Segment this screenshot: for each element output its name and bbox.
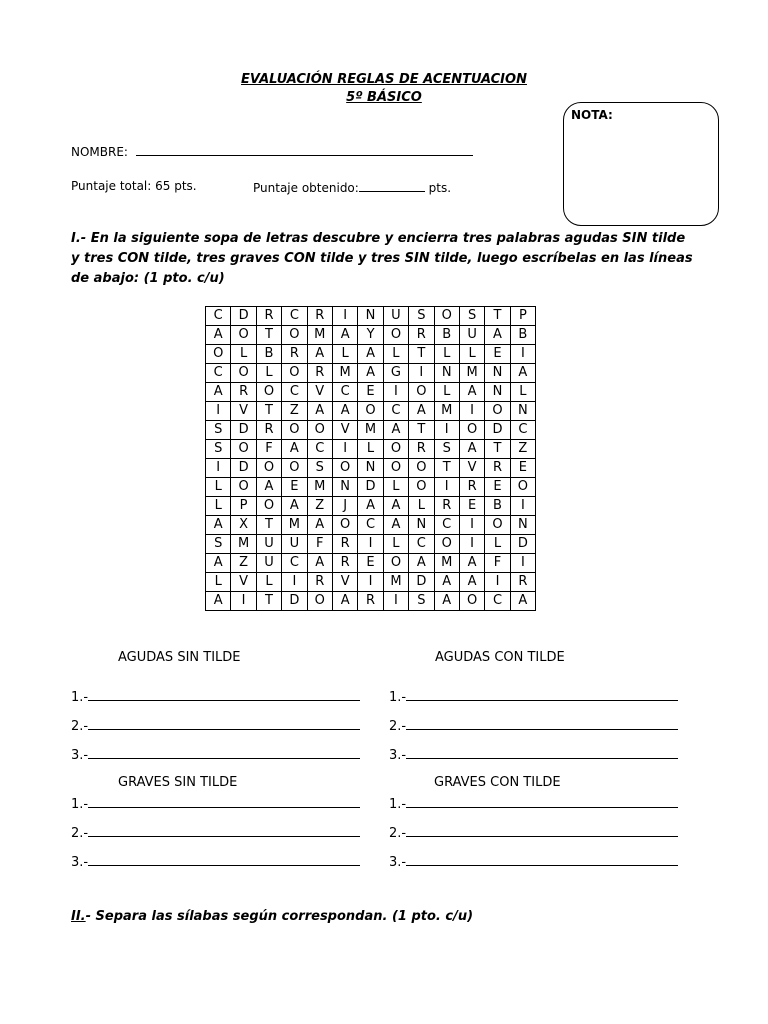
grid-cell[interactable]: V xyxy=(332,421,357,440)
section2-roman: II. xyxy=(71,909,86,924)
grid-cell[interactable]: R xyxy=(434,497,459,516)
grid-cell[interactable]: E xyxy=(485,345,510,364)
agudas-sin-line-3[interactable]: 3.- xyxy=(71,746,360,763)
agudas-con-line-2[interactable]: 2.- xyxy=(389,717,678,734)
grid-cell[interactable]: T xyxy=(485,307,510,326)
heading-agudas-con-tilde: AGUDAS CON TILDE xyxy=(435,650,565,665)
grid-cell[interactable]: L xyxy=(256,364,281,383)
grid-cell[interactable]: R xyxy=(282,345,307,364)
grid-cell[interactable]: V xyxy=(231,402,256,421)
grid-cell[interactable]: I xyxy=(206,459,231,478)
grid-cell[interactable]: O xyxy=(383,459,408,478)
grid-cell[interactable]: U xyxy=(256,535,281,554)
grid-cell[interactable]: A xyxy=(459,573,484,592)
grid-cell[interactable]: L xyxy=(459,345,484,364)
grid-row xyxy=(206,326,536,345)
graves-sin-line-1[interactable]: 1.- xyxy=(71,795,360,812)
grid-cell[interactable]: O xyxy=(434,535,459,554)
grid-cell[interactable]: A xyxy=(409,554,434,573)
grid-cell[interactable]: P xyxy=(231,497,256,516)
grid-cell[interactable]: A xyxy=(434,573,459,592)
grid-cell[interactable]: N xyxy=(434,364,459,383)
grid-cell[interactable]: L xyxy=(231,345,256,364)
grid-cell[interactable]: I xyxy=(510,554,535,573)
heading-agudas-sin-tilde: AGUDAS SIN TILDE xyxy=(118,650,241,665)
grid-cell[interactable]: A xyxy=(307,554,332,573)
grid-cell[interactable]: A xyxy=(256,478,281,497)
grid-cell[interactable]: E xyxy=(358,383,383,402)
grid-cell[interactable]: B xyxy=(485,497,510,516)
grid-cell[interactable]: A xyxy=(459,554,484,573)
grid-cell[interactable]: D xyxy=(510,535,535,554)
grid-row xyxy=(206,516,536,535)
grid-cell[interactable]: C xyxy=(383,402,408,421)
grid-cell[interactable]: N xyxy=(358,307,383,326)
grid-cell[interactable]: O xyxy=(282,364,307,383)
grid-cell[interactable]: A xyxy=(358,345,383,364)
grid-cell[interactable]: R xyxy=(485,459,510,478)
grid-cell[interactable]: D xyxy=(358,478,383,497)
grid-cell[interactable]: S xyxy=(459,307,484,326)
grid-cell[interactable]: A xyxy=(383,497,408,516)
grid-cell[interactable]: E xyxy=(358,554,383,573)
grid-cell[interactable]: N xyxy=(485,383,510,402)
grid-cell[interactable]: O xyxy=(231,440,256,459)
grid-cell[interactable]: O xyxy=(510,478,535,497)
page-title: EVALUACIÓN REGLAS DE ACENTUACION xyxy=(241,72,527,87)
grid-cell[interactable]: A xyxy=(332,592,357,611)
grid-cell[interactable]: Z xyxy=(307,497,332,516)
grid-cell[interactable]: R xyxy=(307,307,332,326)
grid-cell[interactable]: M xyxy=(358,421,383,440)
grid-cell[interactable]: M xyxy=(434,554,459,573)
grid-cell[interactable]: A xyxy=(485,326,510,345)
grid-cell[interactable]: I xyxy=(383,383,408,402)
grid-cell[interactable]: C xyxy=(282,554,307,573)
grid-cell[interactable]: T xyxy=(409,345,434,364)
grid-cell[interactable]: E xyxy=(485,478,510,497)
nombre-blank[interactable] xyxy=(136,143,473,156)
grid-cell[interactable]: A xyxy=(307,402,332,421)
grid-cell[interactable]: O xyxy=(206,345,231,364)
grid-cell[interactable]: L xyxy=(383,478,408,497)
grid-cell[interactable]: T xyxy=(434,459,459,478)
grid-cell[interactable]: O xyxy=(485,402,510,421)
grid-cell[interactable]: V xyxy=(332,573,357,592)
grid-cell[interactable]: L xyxy=(485,535,510,554)
page-subtitle: 5º BÁSICO xyxy=(346,90,422,105)
nombre-row xyxy=(71,143,473,159)
agudas-con-line-1[interactable]: 1.- xyxy=(389,688,678,705)
grid-row xyxy=(206,402,536,421)
grid-cell[interactable]: O xyxy=(282,459,307,478)
graves-sin-line-3[interactable]: 3.- xyxy=(71,853,360,870)
grid-cell[interactable]: O xyxy=(409,478,434,497)
grid-cell[interactable]: O xyxy=(282,421,307,440)
grid-cell[interactable]: V xyxy=(307,383,332,402)
grid-row xyxy=(206,573,536,592)
grid-cell[interactable]: T xyxy=(256,326,281,345)
grid-cell[interactable]: S xyxy=(434,440,459,459)
grid-cell[interactable]: C xyxy=(282,307,307,326)
grid-row xyxy=(206,592,536,611)
grid-cell[interactable]: U xyxy=(256,554,281,573)
heading-graves-con-tilde: GRAVES CON TILDE xyxy=(434,775,561,790)
grid-cell[interactable]: U xyxy=(282,535,307,554)
grid-cell[interactable]: L xyxy=(256,573,281,592)
grid-cell[interactable]: I xyxy=(231,592,256,611)
grid-cell[interactable]: U xyxy=(459,326,484,345)
section1-instruction: I.- En la siguiente sopa de letras descubre y encierra tres palabras agudas SIN tilde y tres CON tilde, tres graves CON tilde y tres SIN tilde, luego escríbelas en las líneas de abajo: (1 pto. c/u) xyxy=(71,231,693,286)
grid-cell[interactable]: O xyxy=(332,516,357,535)
grid-cell[interactable]: O xyxy=(332,459,357,478)
grid-cell[interactable]: A xyxy=(206,554,231,573)
grid-row xyxy=(206,478,536,497)
grid-cell[interactable]: L xyxy=(358,440,383,459)
grid-cell[interactable]: D xyxy=(485,421,510,440)
grid-cell[interactable]: C xyxy=(485,592,510,611)
grid-cell[interactable]: R xyxy=(231,383,256,402)
grid-cell[interactable]: F xyxy=(485,554,510,573)
grid-cell[interactable]: M xyxy=(307,478,332,497)
grid-cell[interactable]: A xyxy=(434,592,459,611)
grid-cell[interactable]: R xyxy=(332,535,357,554)
grid-cell[interactable]: I xyxy=(459,402,484,421)
grid-cell[interactable]: L xyxy=(206,573,231,592)
grid-cell[interactable]: C xyxy=(510,421,535,440)
grid-cell[interactable]: R xyxy=(358,592,383,611)
heading-graves-sin-tilde: GRAVES SIN TILDE xyxy=(118,775,238,790)
grid-cell[interactable]: Z xyxy=(282,402,307,421)
grid-cell[interactable]: A xyxy=(332,326,357,345)
grid-cell[interactable]: T xyxy=(256,592,281,611)
grid-cell[interactable]: I xyxy=(510,497,535,516)
grid-row xyxy=(206,421,536,440)
grid-cell[interactable]: N xyxy=(485,364,510,383)
grid-cell[interactable]: I xyxy=(206,402,231,421)
agudas-con-line-3[interactable]: 3.- xyxy=(389,746,678,763)
grid-cell[interactable]: J xyxy=(332,497,357,516)
grid-cell[interactable]: S xyxy=(307,459,332,478)
grid-cell[interactable]: L xyxy=(434,383,459,402)
puntaje-obtenido-blank[interactable] xyxy=(359,179,425,192)
grid-cell[interactable]: V xyxy=(231,573,256,592)
grid-cell[interactable]: E xyxy=(459,497,484,516)
grid-cell[interactable]: I xyxy=(358,535,383,554)
grid-cell[interactable]: A xyxy=(307,345,332,364)
grid-cell[interactable]: L xyxy=(206,478,231,497)
grid-cell[interactable]: N xyxy=(409,516,434,535)
grid-cell[interactable]: T xyxy=(256,516,281,535)
grid-cell[interactable]: N xyxy=(358,459,383,478)
grid-cell[interactable]: L xyxy=(383,345,408,364)
graves-con-line-2[interactable]: 2.- xyxy=(389,824,678,841)
grid-cell[interactable]: L xyxy=(510,383,535,402)
grid-cell[interactable]: M xyxy=(282,516,307,535)
grid-cell[interactable]: O xyxy=(409,459,434,478)
grid-cell[interactable]: F xyxy=(256,440,281,459)
grid-cell[interactable]: O xyxy=(383,326,408,345)
grid-row xyxy=(206,554,536,573)
grid-cell[interactable]: V xyxy=(459,459,484,478)
grid-cell[interactable]: A xyxy=(358,497,383,516)
grid-cell[interactable]: S xyxy=(409,307,434,326)
grid-cell[interactable]: D xyxy=(409,573,434,592)
grid-cell[interactable]: A xyxy=(282,440,307,459)
grid-cell[interactable]: T xyxy=(409,421,434,440)
grid-cell[interactable]: R xyxy=(459,478,484,497)
grid-cell[interactable]: Z xyxy=(510,440,535,459)
grid-cell[interactable]: O xyxy=(256,383,281,402)
grid-cell[interactable]: E xyxy=(510,459,535,478)
grid-cell[interactable]: O xyxy=(383,554,408,573)
grid-cell[interactable]: O xyxy=(358,402,383,421)
grid-cell[interactable]: I xyxy=(383,592,408,611)
grid-cell[interactable]: R xyxy=(256,307,281,326)
grid-cell[interactable]: C xyxy=(409,535,434,554)
grid-cell[interactable]: A xyxy=(206,592,231,611)
nota-label: NOTA: xyxy=(571,108,613,122)
grid-cell[interactable]: R xyxy=(409,326,434,345)
grid-cell[interactable]: I xyxy=(485,573,510,592)
grid-cell[interactable]: B xyxy=(256,345,281,364)
grid-cell[interactable]: A xyxy=(510,364,535,383)
grid-cell[interactable]: F xyxy=(307,535,332,554)
grid-cell[interactable]: O xyxy=(307,421,332,440)
grid-cell[interactable]: D xyxy=(231,421,256,440)
grid-row xyxy=(206,307,536,326)
grid-row xyxy=(206,535,536,554)
grid-cell[interactable]: O xyxy=(231,364,256,383)
grid-cell[interactable]: G xyxy=(383,364,408,383)
grid-cell[interactable]: O xyxy=(282,326,307,345)
grid-cell[interactable]: A xyxy=(206,383,231,402)
grid-cell[interactable]: M xyxy=(383,573,408,592)
grid-cell[interactable]: T xyxy=(485,440,510,459)
grid-cell[interactable]: S xyxy=(206,421,231,440)
grid-cell[interactable]: O xyxy=(409,383,434,402)
grid-row xyxy=(206,345,536,364)
grid-cell[interactable]: I xyxy=(358,573,383,592)
grid-cell[interactable]: U xyxy=(383,307,408,326)
grid-cell[interactable]: N xyxy=(332,478,357,497)
grid-cell[interactable]: A xyxy=(332,402,357,421)
grid-cell[interactable]: I xyxy=(459,516,484,535)
grid-cell[interactable]: O xyxy=(434,307,459,326)
grid-row xyxy=(206,440,536,459)
grid-cell[interactable]: A xyxy=(383,516,408,535)
grid-cell[interactable]: O xyxy=(231,478,256,497)
grid-cell[interactable]: O xyxy=(256,497,281,516)
grid-cell[interactable]: I xyxy=(409,364,434,383)
grid-cell[interactable]: I xyxy=(434,478,459,497)
grid-cell[interactable]: T xyxy=(256,402,281,421)
grid-cell[interactable]: A xyxy=(307,516,332,535)
grid-cell[interactable]: L xyxy=(332,345,357,364)
grid-cell[interactable]: P xyxy=(510,307,535,326)
nombre-label: NOMBRE: xyxy=(71,145,128,159)
grid-cell[interactable]: R xyxy=(256,421,281,440)
grid-cell[interactable]: B xyxy=(510,326,535,345)
agudas-sin-line-1[interactable]: 1.- xyxy=(71,688,360,705)
grid-cell[interactable]: E xyxy=(282,478,307,497)
grid-cell[interactable]: L xyxy=(409,497,434,516)
grid-cell[interactable]: C xyxy=(332,383,357,402)
grid-cell[interactable]: C xyxy=(434,516,459,535)
grid-cell[interactable]: M xyxy=(459,364,484,383)
grid-cell[interactable]: M xyxy=(231,535,256,554)
grid-cell[interactable]: D xyxy=(231,307,256,326)
grid-cell[interactable]: Y xyxy=(358,326,383,345)
grid-cell[interactable]: O xyxy=(231,326,256,345)
section2-text: - Separa las sílabas según correspondan. (1 pto. c/u) xyxy=(85,909,474,924)
grid-cell[interactable]: O xyxy=(485,516,510,535)
puntaje-obtenido-label: Puntaje obtenido: xyxy=(253,181,359,195)
grid-cell[interactable]: O xyxy=(459,421,484,440)
grid-cell[interactable]: L xyxy=(383,535,408,554)
agudas-sin-line-2[interactable]: 2.- xyxy=(71,717,360,734)
grid-cell[interactable]: S xyxy=(206,535,231,554)
grid-cell[interactable]: M xyxy=(307,326,332,345)
grid-cell[interactable]: I xyxy=(434,421,459,440)
grid-row xyxy=(206,497,536,516)
grid-cell[interactable]: M xyxy=(332,364,357,383)
grid-cell[interactable]: A xyxy=(459,440,484,459)
grid-cell[interactable]: M xyxy=(434,402,459,421)
grid-cell[interactable]: D xyxy=(231,459,256,478)
grid-cell[interactable]: D xyxy=(282,592,307,611)
grid-cell[interactable]: O xyxy=(383,440,408,459)
grid-cell[interactable]: L xyxy=(434,345,459,364)
grid-cell[interactable]: A xyxy=(282,497,307,516)
grid-cell[interactable]: O xyxy=(307,592,332,611)
grid-cell[interactable]: C xyxy=(206,307,231,326)
grid-cell[interactable]: R xyxy=(409,440,434,459)
grid-row xyxy=(206,383,536,402)
grid-cell[interactable]: C xyxy=(358,516,383,535)
grid-cell[interactable]: O xyxy=(459,592,484,611)
grid-cell[interactable]: I xyxy=(332,307,357,326)
grid-cell[interactable]: O xyxy=(256,459,281,478)
grid-cell[interactable]: A xyxy=(459,383,484,402)
puntaje-total: Puntaje total: 65 pts. xyxy=(71,179,197,193)
grid-cell[interactable]: I xyxy=(332,440,357,459)
grid-cell[interactable]: S xyxy=(206,440,231,459)
grid-cell[interactable]: L xyxy=(206,497,231,516)
grid-cell[interactable]: I xyxy=(282,573,307,592)
graves-sin-line-2[interactable]: 2.- xyxy=(71,824,360,841)
grid-cell[interactable]: A xyxy=(358,364,383,383)
section2-instruction xyxy=(71,909,473,924)
grid-cell[interactable]: A xyxy=(409,402,434,421)
grid-cell[interactable]: C xyxy=(307,440,332,459)
grid-cell[interactable]: R xyxy=(307,573,332,592)
grid-cell[interactable]: C xyxy=(282,383,307,402)
grid-cell[interactable]: B xyxy=(434,326,459,345)
grid-cell[interactable]: S xyxy=(409,592,434,611)
grid-cell[interactable]: A xyxy=(510,592,535,611)
grid-cell[interactable]: R xyxy=(332,554,357,573)
word-search-grid xyxy=(205,306,536,611)
grid-cell[interactable]: A xyxy=(383,421,408,440)
grid-cell[interactable]: A xyxy=(206,326,231,345)
puntaje-obtenido-row xyxy=(253,179,451,195)
grid-cell[interactable]: R xyxy=(510,573,535,592)
grid-row xyxy=(206,364,536,383)
grid-cell[interactable]: N xyxy=(510,516,535,535)
grid-cell[interactable]: R xyxy=(307,364,332,383)
puntaje-obtenido-unit: pts. xyxy=(428,181,452,195)
grid-cell[interactable]: Z xyxy=(231,554,256,573)
grid-row xyxy=(206,459,536,478)
grid-cell[interactable]: C xyxy=(206,364,231,383)
grid-cell[interactable]: N xyxy=(510,402,535,421)
graves-con-line-1[interactable]: 1.- xyxy=(389,795,678,812)
grid-cell[interactable]: X xyxy=(231,516,256,535)
grid-cell[interactable]: I xyxy=(510,345,535,364)
grid-cell[interactable]: I xyxy=(459,535,484,554)
grid-cell[interactable]: A xyxy=(206,516,231,535)
graves-con-line-3[interactable]: 3.- xyxy=(389,853,678,870)
